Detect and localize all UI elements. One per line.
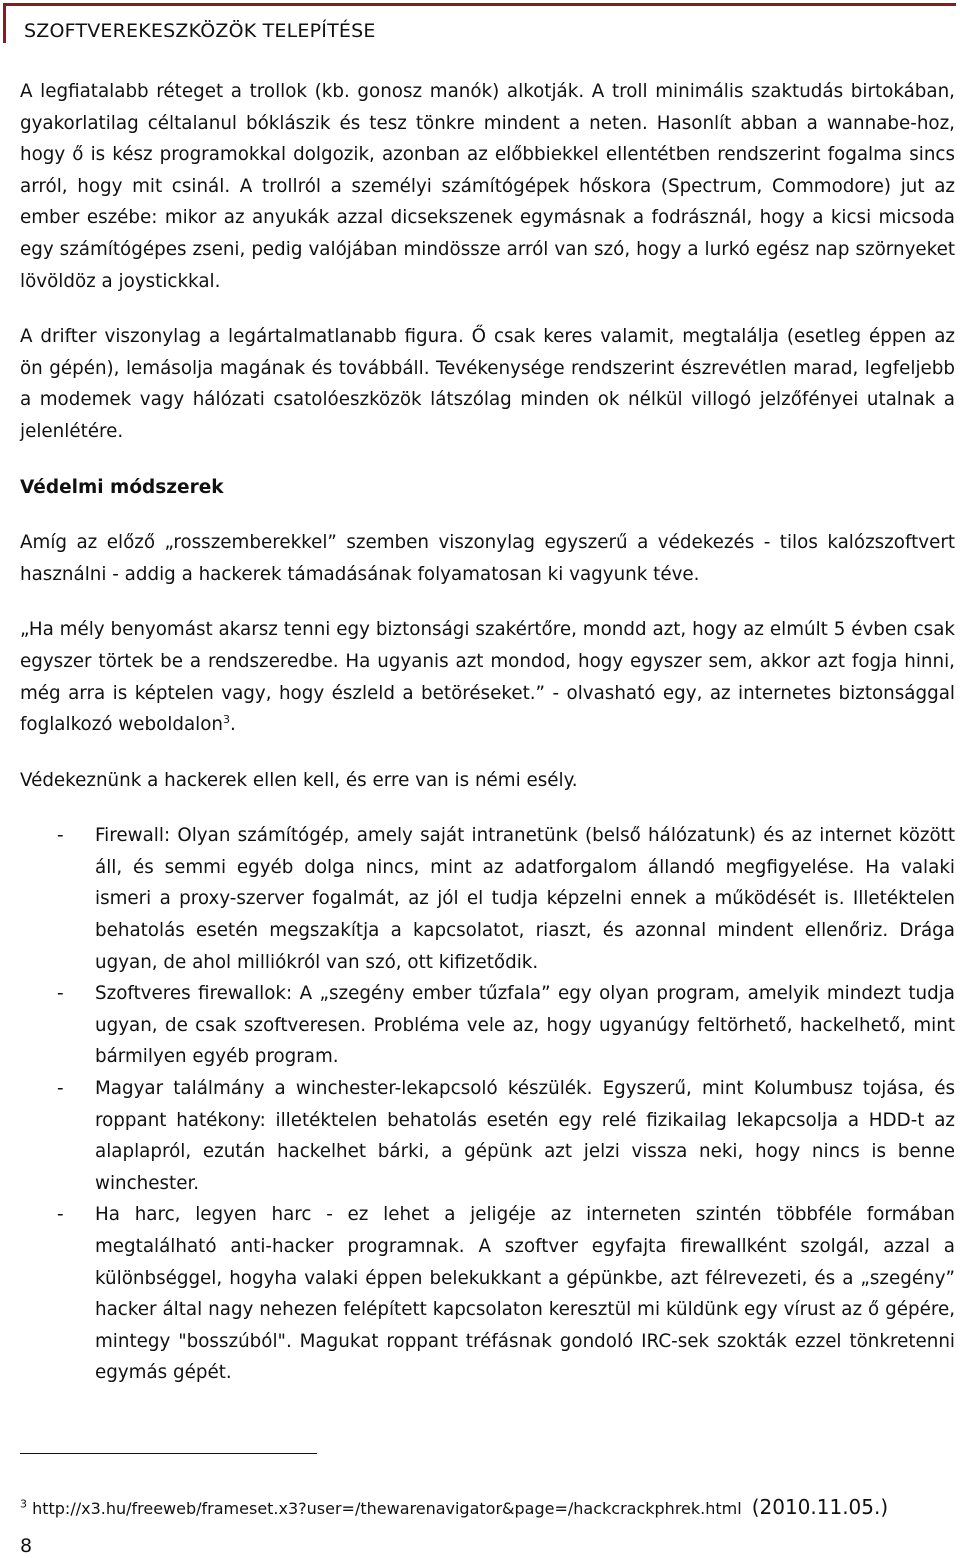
footnote-divider [20,1453,317,1454]
defense-list [20,820,955,1389]
quote-end: . [230,714,236,736]
quote-text: „Ha mély benyomást akarsz tenni egy biztonsági szakértőre, mondd azt, hogy az elmúlt 5 évben csak egyszer törtek be a rendszeredbe. Ha ugyanis azt mondod, hogy egyszer sem, akkor azt fogja hinni, még arra is képtelen vagy, hogy észleld a betöréseket.” - olvasható egy, az internetes biztonsággal foglalkozó weboldalon [20,619,955,736]
paragraph-defense-chance: Védekeznünk a hackerek ellen kell, és erre van is némi esély. [20,769,578,791]
footnote-reference: 3 [223,713,231,726]
paragraph-defense-intro: Amíg az előző „rosszemberekkel” szemben viszonylag egyszerű a védekezés - tilos kalózszoftvert használni - addig a hackerek támadásának folyamatosan ki vagyunk téve. [20,532,955,585]
list-item-text: Ha harc, legyen harc - ez lehet a jeligéje az interneten szintén többféle formában megtalálható anti-hacker programnak. A szoftver egyfajta firewallként szolgál, azzal a különbséggel, hogyha valaki éppen belekukkant a gépünkbe, azt félrevezeti, és a „szegény” hacker által nagy nehezen felépített kapcsolaton keresztül mi küldünk egy vírust az ő gépére, mintegy "bosszúból". Magukat roppant tréfásnak gondoló IRC-sek szokták ezzel tönkretenni egymás gépét. [95,1204,955,1384]
list-item-text: Magyar találmány a winchester-lekapcsoló készülék. Egyszerű, mint Kolumbusz tojása, és roppant hatékony: illetéktelen behatolás esetén egy relé fizikailag lekapcsolja a HDD-t az alaplapról, ezután hackelhet bárki, a gépünk azt jelzi vissza neki, hogy nincs is benne winchester. [95,1078,955,1194]
page-header [3,3,956,43]
footnote-number: 3 [20,1497,27,1511]
page-number: 8 [20,1535,33,1557]
footnote-url[interactable]: http://x3.hu/freeweb/frameset.x3?user=/thewarenavigator&page=/hackcrackphrek.html [27,1499,742,1518]
paragraph-drifter: A drifter viszonylag a legártalmatlanabb figura. Ő csak keres valamit, megtalálja (esetleg éppen az ön gépén), lemásolja magának és továbbáll. Tevékenysége rendszerint észrevétlen marad, legfeljebb a modemek vagy hálózati csatolóeszközök látszólag minden ok nélkül villogó jelzőfényei utalnak a jelenlétére. [20,326,955,442]
list-item [20,820,955,978]
list-item [20,978,955,1073]
main-content [20,76,955,1389]
list-item [20,1199,955,1389]
paragraph-trolls: A legfiatalabb réteget a trollok (kb. gonosz manók) alkotják. A troll minimális szaktudás birtokában, gyakorlatilag céltalanul bóklászik és tesz tönkre mindent a neten. Hasonlít abban a wannabe-hoz, hogy ő is kész programokkal dolgozik, azonban az előbbiekkel ellentétben rendszerint fogalma sincs arról, hogy mit csinál. A trollról a személyi számítógépek hőskora (Spectrum, Commodore) jut az ember eszébe: mikor az anyukák azzal dicsekszenek egymásnak a fodrásznál, hogy a kicsi micsoda egy számítógépes zseni, pedig valójában mindössze arról van szó, hogy a lurkó egész nap szörnyeket lövöldöz a joystickkal. [20,81,955,292]
list-item-text: Szoftveres firewallok: A „szegény ember tűzfala” egy olyan program, amelyik mindezt tudja ugyan, de csak szoftveresen. Probléma vele az, hogy ugyanúgy feltörhető, hackelhető, mint bármilyen egyéb program. [95,983,955,1068]
footnote-date: (2010.11.05.) [751,1495,889,1519]
list-marker: - [57,825,64,847]
footnote [20,1495,888,1519]
paragraph-quote [20,614,955,740]
list-marker: - [57,1078,64,1100]
list-marker: - [57,983,64,1005]
list-item [20,1073,955,1199]
list-item-text: Firewall: Olyan számítógép, amely saját intranetünk (belső hálózatunk) és az internet között áll, és semmi egyéb dolga nincs, mint az adatforgalom állandó megfigyelése. Ha valaki ismeri a proxy-szerver fogalmát, az jól el tudja képzelni ennek a működését is. Illetéktelen behatolás esetén megszakítja a kapcsolatot, riaszt, és azonnal mindent ellenőriz. Drága ugyan, de ahol milliókról van szó, ott kifizetődik. [95,825,955,973]
section-heading: Védelmi módszerek [20,476,224,498]
header-title: SZOFTVEREKESZKÖZÖK TELEPÍTÉSE [24,20,376,42]
list-marker: - [57,1204,64,1226]
